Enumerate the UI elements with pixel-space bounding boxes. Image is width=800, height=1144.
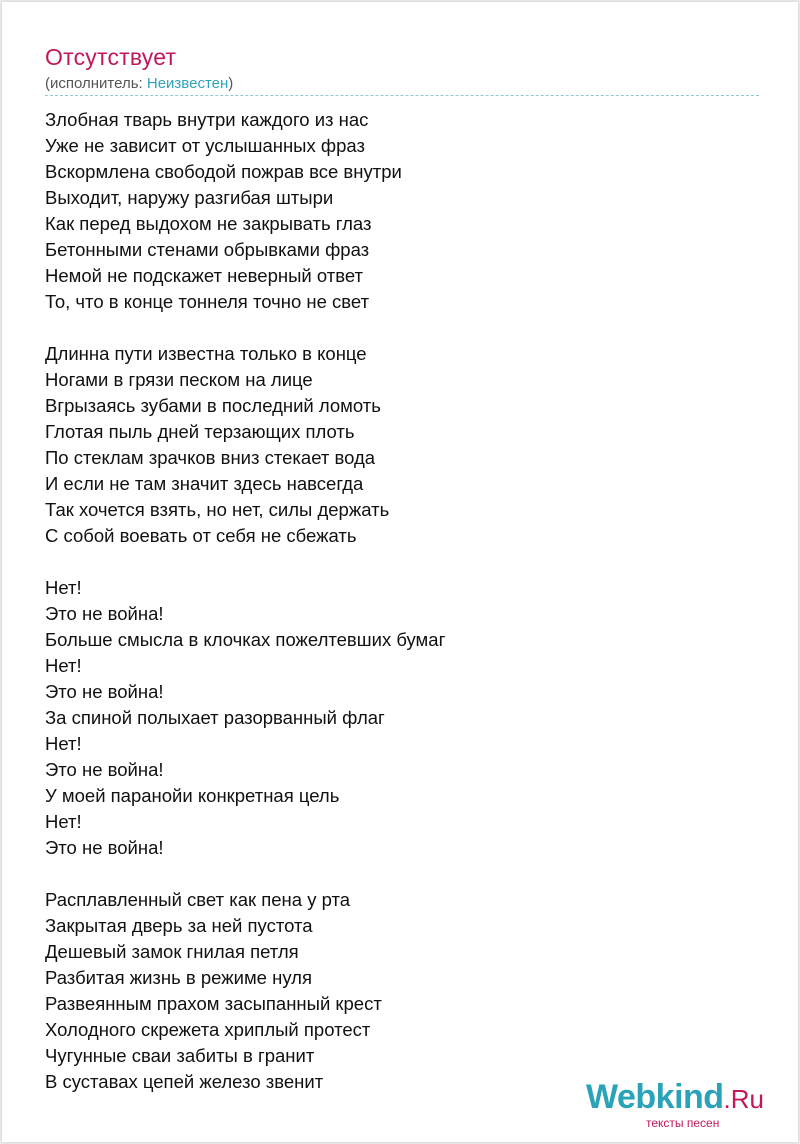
song-title: Отсутствует: [45, 44, 177, 70]
lyric-line: Закрытая дверь за ней пустота: [45, 915, 313, 936]
lyric-line: Разбитая жизнь в режиме нуля: [45, 967, 312, 988]
stanza-break: [45, 861, 445, 887]
lyric-line: И если не там значит здесь навсегда: [45, 473, 364, 494]
lyrics-page: [2, 2, 798, 1142]
lyric-line: Нет!: [45, 577, 82, 598]
lyric-line: Ногами в грязи песком на лице: [45, 369, 313, 390]
lyric-line: Злобная тварь внутри каждого из нас: [45, 109, 369, 130]
lyric-line: Холодного скрежета хриплый протест: [45, 1019, 371, 1040]
lyric-line: По стеклам зрачков вниз стекает вода: [45, 447, 376, 468]
lyric-line: Это не война!: [45, 837, 164, 858]
lyrics-text: [45, 107, 445, 1095]
lyric-line: Выходит, наружу разгибая штыри: [45, 187, 334, 208]
lyric-line: Вгрызаясь зубами в последний ломоть: [45, 395, 381, 416]
lyric-line: Это не война!: [45, 681, 164, 702]
lyric-line: Глотая пыль дней терзающих плоть: [45, 421, 355, 442]
lyric-line: То, что в конце тоннеля точно не свет: [45, 291, 370, 312]
logo-tld: .Ru: [723, 1084, 765, 1114]
lyric-line: Нет!: [45, 655, 82, 676]
artist-link[interactable]: Неизвестен: [146, 75, 229, 92]
logo-tagline: тексты песен: [646, 1116, 720, 1130]
lyric-line: Дешевый замок гнилая петля: [45, 941, 299, 962]
stanza-break: [45, 549, 445, 575]
lyric-line: Расплавленный свет как пена у рта: [45, 889, 351, 910]
stanza-break: [45, 315, 445, 341]
lyric-line: Длинна пути известна только в конце: [45, 343, 367, 364]
lyric-line: Так хочется взять, но нет, силы держать: [45, 499, 390, 520]
lyric-line: Развеянным прахом засыпанный крест: [45, 993, 382, 1014]
lyric-line: Как перед выдохом не закрывать глаз: [45, 213, 372, 234]
lyric-line: В суставах цепей железо звенит: [45, 1071, 324, 1092]
lyric-line: Чугунные сваи забиты в гранит: [45, 1045, 315, 1066]
lyric-line: Немой не подскажет неверный ответ: [45, 265, 363, 286]
lyric-line: Больше смысла в клочках пожелтевших бумаг: [45, 629, 446, 650]
lyric-line: Это не война!: [45, 759, 164, 780]
lyric-line: Вскормлена свободой пожрав все внутри: [45, 161, 402, 182]
title-divider: [45, 95, 759, 96]
lyric-line: Нет!: [45, 733, 82, 754]
lyric-line: С собой воевать от себя не сбежать: [45, 525, 357, 546]
lyric-line: За спиной полыхает разорванный флаг: [45, 707, 385, 728]
lyric-line: Уже не зависит от услышанных фраз: [45, 135, 365, 156]
artist-line: [45, 75, 233, 92]
logo-wordmark: [586, 1078, 764, 1117]
site-logo[interactable]: [586, 1078, 786, 1138]
artist-suffix: ): [228, 75, 234, 92]
lyric-line: Это не война!: [45, 603, 164, 624]
lyric-line: Нет!: [45, 811, 82, 832]
lyric-line: У моей паранойи конкретная цель: [45, 785, 340, 806]
artist-prefix: (исполнитель:: [45, 75, 147, 92]
logo-main-text: Webkind: [586, 1078, 724, 1116]
lyric-line: Бетонными стенами обрывками фраз: [45, 239, 370, 260]
